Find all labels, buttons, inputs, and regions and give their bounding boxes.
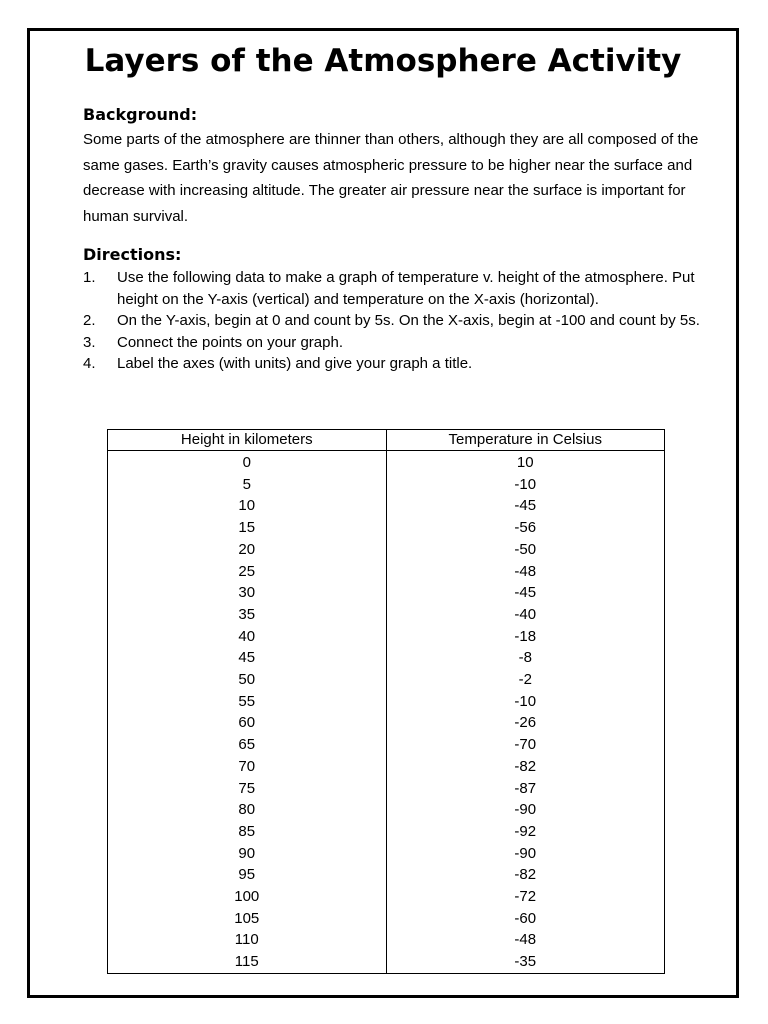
table-row: [108, 669, 665, 691]
height-cell: 85: [108, 821, 387, 843]
direction-item: [83, 353, 723, 375]
direction-text: Use the following data to make a graph of temperature v. height of the atmosphere. Put height on the Y-axis (vertical) and temperature on the X-axis (horizontal).: [117, 269, 695, 308]
direction-number: 4.: [83, 355, 96, 372]
temperature-cell: -18: [386, 626, 665, 648]
temperature-cell: -72: [386, 886, 665, 908]
height-cell: 105: [108, 908, 387, 930]
table-row: [108, 561, 665, 583]
height-cell: 25: [108, 561, 387, 583]
height-cell: 110: [108, 929, 387, 951]
table-row: [108, 712, 665, 734]
temperature-cell: -92: [386, 821, 665, 843]
direction-item: [83, 332, 723, 354]
height-cell: 0: [108, 451, 387, 474]
height-cell: 115: [108, 951, 387, 973]
direction-item: [83, 310, 723, 332]
temperature-cell: -87: [386, 778, 665, 800]
table-row: [108, 626, 665, 648]
temperature-cell: -90: [386, 799, 665, 821]
height-cell: 5: [108, 474, 387, 496]
direction-number: 3.: [83, 333, 96, 351]
temperature-cell: -50: [386, 539, 665, 561]
table-row: [108, 799, 665, 821]
height-cell: 90: [108, 843, 387, 865]
temperature-cell: 10: [386, 451, 665, 474]
table-row: [108, 604, 665, 626]
worksheet-page: [27, 28, 739, 998]
height-cell: 55: [108, 691, 387, 713]
height-cell: 50: [108, 669, 387, 691]
table-row: [108, 778, 665, 800]
temperature-cell: -82: [386, 756, 665, 778]
table-row: [108, 647, 665, 669]
direction-number: 1.: [83, 269, 96, 286]
temperature-cell: -35: [386, 951, 665, 973]
direction-text: Connect the points on your graph.: [117, 333, 343, 351]
temperature-cell: -8: [386, 647, 665, 669]
direction-item: [83, 267, 723, 310]
table-row: [108, 864, 665, 886]
direction-text: On the Y-axis, begin at 0 and count by 5s. On the X-axis, begin at -100 and count by 5s.: [117, 312, 700, 329]
height-cell: 20: [108, 539, 387, 561]
temperature-cell: -2: [386, 669, 665, 691]
height-cell: 95: [108, 864, 387, 886]
table-row: [108, 451, 665, 474]
table-row: [108, 908, 665, 930]
directions-list: [83, 267, 723, 375]
column-header-height: Height in kilometers: [108, 430, 387, 451]
direction-number: 2.: [83, 312, 96, 329]
table-row: [108, 821, 665, 843]
table-row: [108, 582, 665, 604]
height-cell: 10: [108, 495, 387, 517]
temperature-cell: -10: [386, 691, 665, 713]
height-cell: 60: [108, 712, 387, 734]
direction-text: Label the axes (with units) and give your graph a title.: [117, 355, 473, 372]
background-text: Some parts of the atmosphere are thinner than others, although they are all composed of the same gases. Earth’s gravity causes atmospheric pressure to be higher near the surface and decrease with increasing altitude. The greater air pressure near the surface is important for human survival.: [83, 131, 699, 225]
table-row: [108, 843, 665, 865]
table-row: [108, 691, 665, 713]
table-row: [108, 929, 665, 951]
data-table: [107, 429, 665, 974]
temperature-cell: -40: [386, 604, 665, 626]
table-row: [108, 495, 665, 517]
table-body: [108, 451, 665, 974]
table-header-row: [108, 430, 665, 451]
height-cell: 30: [108, 582, 387, 604]
height-cell: 100: [108, 886, 387, 908]
temperature-cell: -56: [386, 517, 665, 539]
height-cell: 70: [108, 756, 387, 778]
temperature-cell: -26: [386, 712, 665, 734]
table-row: [108, 474, 665, 496]
temperature-cell: -48: [386, 929, 665, 951]
temperature-cell: -48: [386, 561, 665, 583]
temperature-cell: -60: [386, 908, 665, 930]
height-cell: 65: [108, 734, 387, 756]
table-row: [108, 756, 665, 778]
height-cell: 45: [108, 647, 387, 669]
temperature-cell: -82: [386, 864, 665, 886]
temperature-cell: -45: [386, 495, 665, 517]
column-header-temperature: Temperature in Celsius: [386, 430, 665, 451]
table-row: [108, 517, 665, 539]
height-cell: 80: [108, 799, 387, 821]
page-title: Layers of the Atmosphere Activity: [84, 43, 682, 79]
height-cell: 35: [108, 604, 387, 626]
height-cell: 75: [108, 778, 387, 800]
table-row: [108, 539, 665, 561]
table-row: [108, 951, 665, 973]
table-row: [108, 734, 665, 756]
temperature-cell: -10: [386, 474, 665, 496]
temperature-cell: -45: [386, 582, 665, 604]
height-cell: 15: [108, 517, 387, 539]
temperature-cell: -90: [386, 843, 665, 865]
height-cell: 40: [108, 626, 387, 648]
temperature-cell: -70: [386, 734, 665, 756]
background-heading: Background:: [83, 105, 198, 124]
table-row: [108, 886, 665, 908]
directions-heading: Directions:: [83, 245, 182, 264]
